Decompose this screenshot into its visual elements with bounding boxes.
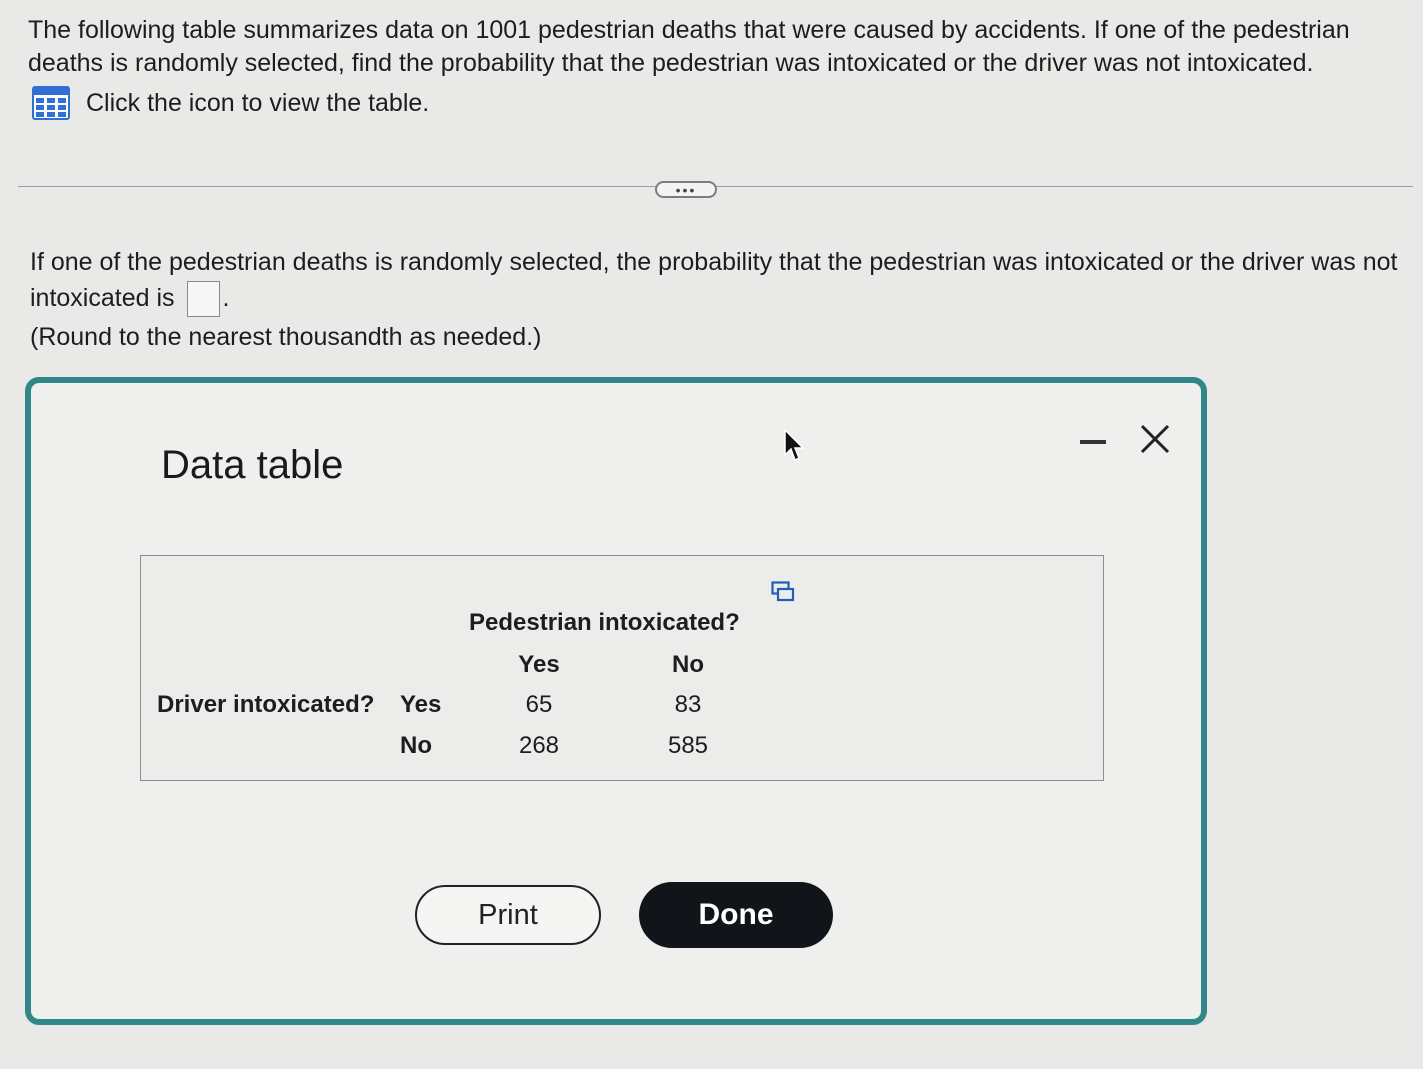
column-label-no: No bbox=[672, 651, 704, 678]
table-cell: 83 bbox=[674, 691, 702, 718]
expand-more-button[interactable]: ••• bbox=[655, 181, 717, 198]
table-cell: 268 bbox=[518, 732, 560, 759]
contingency-table bbox=[140, 555, 1104, 781]
row-label-yes: Yes bbox=[400, 691, 442, 718]
view-table-link[interactable] bbox=[32, 86, 429, 120]
answer-input[interactable] bbox=[187, 281, 220, 317]
copy-icon[interactable] bbox=[771, 581, 795, 603]
print-button[interactable]: Print bbox=[415, 885, 601, 945]
row-header: Driver intoxicated? bbox=[157, 691, 375, 718]
minimize-icon[interactable] bbox=[1080, 434, 1108, 450]
table-grid-icon[interactable] bbox=[32, 86, 70, 120]
column-header: Pedestrian intoxicated? bbox=[469, 609, 740, 636]
table-cell: 585 bbox=[667, 732, 709, 759]
column-label-yes: Yes bbox=[518, 651, 560, 678]
rounding-note: (Round to the nearest thousandth as needed.) bbox=[30, 323, 542, 351]
answer-suffix: . bbox=[222, 284, 230, 312]
mouse-pointer-icon bbox=[783, 429, 805, 463]
answer-prefix: If one of the pedestrian deaths is randomly selected, the probability that the pedestrian was intoxicated or the driver was not intoxicated is bbox=[30, 248, 1398, 312]
table-cell: 65 bbox=[525, 691, 553, 718]
question-text: The following table summarizes data on 1001 pedestrian deaths that were caused by accidents. If one of the pedestrian deaths is randomly selected, find the probability that the pedestrian was intoxicated or the driver was not intoxicated. bbox=[28, 16, 1350, 77]
done-button[interactable]: Done bbox=[639, 882, 833, 948]
view-table-label[interactable]: Click the icon to view the table. bbox=[86, 88, 430, 117]
answer-line bbox=[30, 244, 1410, 317]
row-label-no: No bbox=[400, 732, 432, 759]
close-icon[interactable] bbox=[1137, 421, 1173, 457]
data-table-dialog bbox=[25, 377, 1207, 1025]
dialog-title: Data table bbox=[161, 443, 344, 487]
